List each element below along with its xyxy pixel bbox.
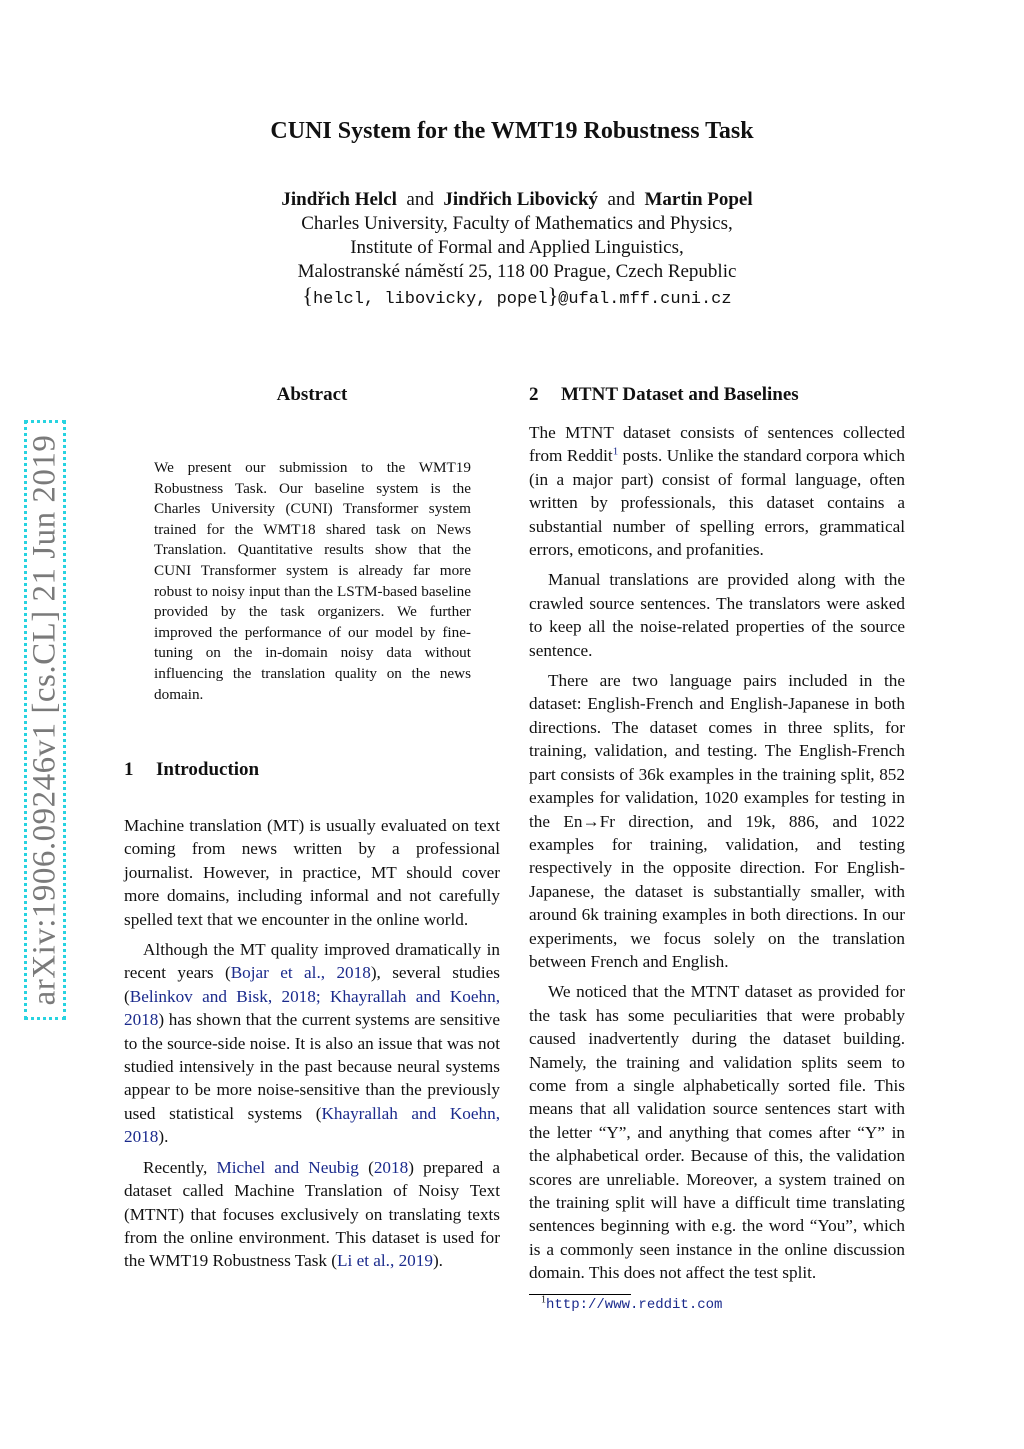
mtnt-body <box>529 421 905 1292</box>
and-2: and <box>607 189 635 210</box>
introduction-body <box>124 814 500 1280</box>
section-1-number: 1 <box>124 759 134 780</box>
footnote-number: 1 <box>541 1294 546 1306</box>
email <box>0 284 1024 312</box>
section-1-title: Introduction <box>156 759 260 780</box>
mtnt-paragraph-4: We noticed that the MTNT dataset as provided for the task has some peculiarities that were probably caused inadvertently during the dataset building. Namely, the training and validation splits seem to come from a single alphabetically sorted file. This means that all validation source sentences start with the letter “Y”, and anything that comes after “Y” in the alphabetical order. Because of this, the validation scores are unreliable. Moreover, a system trained on the training split will have a difficult time translating sentences beginning with e.g. the word “You”, which is a commonly seen instance in the online discussion domain. This does not affect the test split. <box>529 982 905 1283</box>
author-popel: Martin Popel <box>644 189 753 210</box>
footnote-url[interactable]: http://www.reddit.com <box>546 1297 723 1313</box>
mtnt-paragraph-1: The MTNT dataset consists of sentences collected from Reddit$^1$ posts. Unlike the standard corpora which (in a major part) consist of formal language, often written by professionals, this dataset contains a substantial number of spelling errors, grammatical errors, emoticons, and profanities. <box>529 423 905 560</box>
author-libovicky: Jindřich Libovický <box>443 189 599 210</box>
author-block <box>0 188 1024 312</box>
section-2-title: MTNT Dataset and Baselines <box>561 384 799 405</box>
footnote <box>541 1294 723 1313</box>
citation-belinkov-khayrallah[interactable]: Belinkov and Bisk, 2018; Khayrallah and Koehn, 2018 <box>124 986 500 1030</box>
address: Malostranské náměstí 25, 118 00 Prague, Czech Republic <box>297 261 737 282</box>
citation-bojar[interactable]: Bojar et al., 2018 <box>230 963 371 983</box>
mtnt-paragraph-2: Manual translations are provided along with the crawled source sentences. The translators were asked to keep all the noise-related properties of the source sentence. <box>529 570 905 660</box>
paper-title: CUNI System for the WMT19 Robustness Task <box>270 118 754 144</box>
arxiv-stamp <box>24 420 66 1020</box>
citation-li[interactable]: Li et al., 2019 <box>337 1251 433 1271</box>
section-1-heading <box>124 759 259 781</box>
section-2-number: 2 <box>529 384 539 405</box>
citation-michel-neubig-year[interactable]: 2018 <box>373 1157 409 1177</box>
footnote-marker[interactable]: 1 <box>612 445 619 458</box>
section-2-heading <box>529 384 799 406</box>
intro-paragraph-3: Recently, Michel and Neubig (2018) prepared a dataset called Machine Translation of Noisy Text (MTNT) that focuses exclusively on translating texts from the online environment. This dataset is used for the WMT19 Robustness Task (Li et al., 2019). <box>124 1157 500 1271</box>
affiliation-2: Institute of Formal and Applied Linguistics, <box>350 237 684 258</box>
intro-paragraph-1: Machine translation (MT) is usually evaluated on text coming from news written by a professional journalist. However, in practice, MT should cover more domains, including informal and not carefully spelled text that we encounter in the online world. <box>124 816 500 929</box>
intro-paragraph-2: Although the MT quality improved dramatically in recent years (Bojar et al., 2018), several studies (Belinkov and Bisk, 2018; Khayrallah and Koehn, 2018) has shown that the current systems are sensitive to the source-side noise. It is also an issue that was not studied intensively in the past because neural systems appear to be more noise-sensitive than the previously used statistical systems (Khayrallah and Koehn, 2018). <box>124 940 500 1147</box>
email-domain: @ufal.mff.cuni.cz <box>558 290 732 309</box>
abstract-text: We present our submission to the WMT19 Robustness Task. Our baseline system is the Charles University (CUNI) Transformer system trained for the WMT18 shared task on News Translation. Quantitative results show that the CUNI Transformer system is already far more robust to noisy input than the LSTM-based baseline provided by the task organizers. We further improved the performance of our model by fine-tuning on the in-domain noisy data without influencing the translation quality on the news domain. <box>154 459 471 703</box>
email-brace-open: { <box>302 283 313 308</box>
citation-michel-neubig-name[interactable]: Michel and Neubig <box>216 1157 359 1177</box>
email-brace-close: } <box>547 283 559 308</box>
affiliation-1: Charles University, Faculty of Mathematics and Physics, <box>301 213 733 234</box>
mtnt-paragraph-3: There are two language pairs included in the dataset: English-French and English-Japanese in both directions. The dataset comes in three splits, for training, validation, and testing. The English-French part consists of 36k examples in the training split, 852 examples for validation, 1020 examples for testing in the En→Fr direction, and 19k, 886, and 1022 examples for training, validation, and testing respectively in the opposite direction. For English-Japanese, the dataset is substantially smaller, with around 6k training examples in both directions. In our experiments, we focus solely on the translation between French and English. <box>529 671 905 971</box>
citation-khayrallah[interactable]: Khayrallah and Koehn, 2018 <box>124 1103 500 1147</box>
arxiv-stamp-text: arXiv:1906.09246v1 [cs.CL] 21 Jun 2019 <box>26 434 63 1006</box>
author-line <box>0 188 1024 212</box>
author-helcl: Jindřich Helcl <box>281 189 397 210</box>
abstract-heading: Abstract <box>276 384 348 405</box>
and-1: and <box>406 189 434 210</box>
email-users: helcl, libovicky, popel <box>312 290 548 309</box>
